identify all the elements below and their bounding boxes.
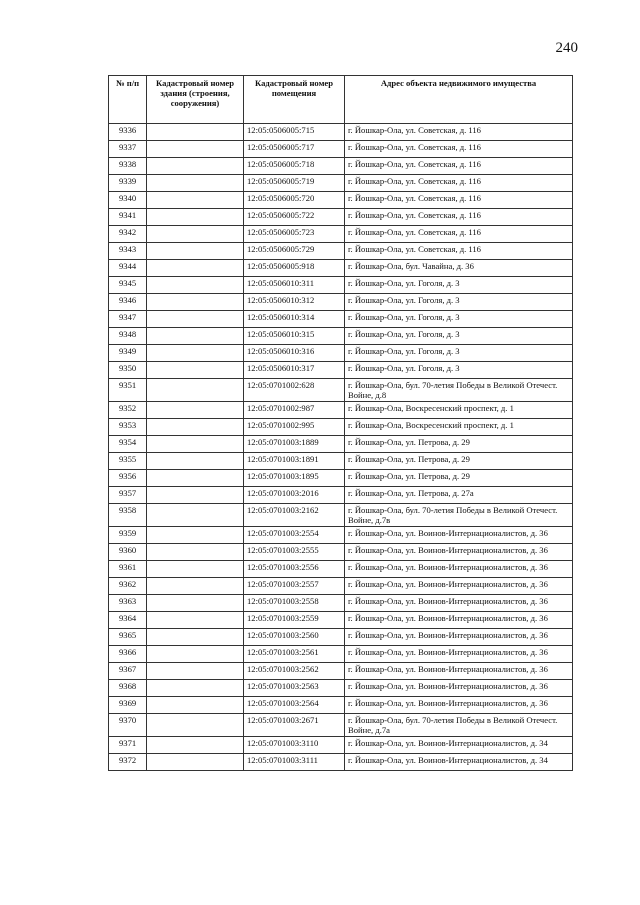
building-cadastral-cell [147,544,244,561]
building-cadastral-cell [147,277,244,294]
room-cadastral-cell: 12:05:0701003:3111 [244,754,345,771]
table-row [109,544,573,561]
building-cadastral-cell [147,561,244,578]
header-address: Адрес объекта недвижимого имущества [345,76,573,124]
row-num-cell: 9372 [109,754,147,771]
building-cadastral-cell [147,697,244,714]
building-cadastral-cell [147,141,244,158]
room-cadastral-cell: 12:05:0701003:1891 [244,453,345,470]
row-num-cell: 9342 [109,226,147,243]
header-room-cadastral: Кадастровый номер помещения [244,76,345,124]
table-row [109,243,573,260]
address-cell: г. Йошкар-Ола, ул. Советская, д. 116 [345,158,573,175]
table-row [109,436,573,453]
building-cadastral-cell [147,402,244,419]
address-cell: г. Йошкар-Ола, ул. Воинов-Интернационалистов, д. 36 [345,612,573,629]
table-row [109,260,573,277]
row-num-cell: 9350 [109,362,147,379]
table-row [109,141,573,158]
building-cadastral-cell [147,328,244,345]
address-cell: г. Йошкар-Ола, ул. Петрова, д. 29 [345,453,573,470]
row-num-cell: 9352 [109,402,147,419]
address-cell: г. Йошкар-Ола, ул. Гоголя, д. 3 [345,294,573,311]
room-cadastral-cell: 12:05:0701003:2561 [244,646,345,663]
row-num-cell: 9337 [109,141,147,158]
address-cell: г. Йошкар-Ола, ул. Воинов-Интернационалистов, д. 36 [345,544,573,561]
row-num-cell: 9339 [109,175,147,192]
row-num-cell: 9353 [109,419,147,436]
building-cadastral-cell [147,260,244,277]
building-cadastral-cell [147,487,244,504]
address-cell: г. Йошкар-Ола, бул. 70-летия Победы в Великой Отечест. Войне, д.7а [345,714,573,737]
building-cadastral-cell [147,124,244,141]
address-cell: г. Йошкар-Ола, Воскресенский проспект, д. 1 [345,402,573,419]
room-cadastral-cell: 12:05:0701003:2556 [244,561,345,578]
building-cadastral-cell [147,311,244,328]
address-cell: г. Йошкар-Ола, ул. Воинов-Интернационалистов, д. 34 [345,754,573,771]
building-cadastral-cell [147,294,244,311]
address-cell: г. Йошкар-Ола, ул. Петрова, д. 29 [345,470,573,487]
page-number: 240 [555,40,578,56]
room-cadastral-cell: 12:05:0506005:719 [244,175,345,192]
table-row [109,362,573,379]
address-cell: г. Йошкар-Ола, ул. Советская, д. 116 [345,243,573,260]
room-cadastral-cell: 12:05:0506010:312 [244,294,345,311]
table-row [109,504,573,527]
address-cell: г. Йошкар-Ола, бул. 70-летия Победы в Великой Отечест. Войне, д.7в [345,504,573,527]
table-row [109,487,573,504]
address-cell: г. Йошкар-Ола, ул. Воинов-Интернационалистов, д. 36 [345,629,573,646]
table-row [109,311,573,328]
table-row [109,328,573,345]
table-row [109,470,573,487]
row-num-cell: 9338 [109,158,147,175]
row-num-cell: 9356 [109,470,147,487]
row-num-cell: 9357 [109,487,147,504]
room-cadastral-cell: 12:05:0701003:2560 [244,629,345,646]
table-header [109,76,573,124]
building-cadastral-cell [147,714,244,737]
row-num-cell: 9336 [109,124,147,141]
table-row [109,158,573,175]
row-num-cell: 9341 [109,209,147,226]
room-cadastral-cell: 12:05:0506010:317 [244,362,345,379]
table-row [109,680,573,697]
building-cadastral-cell [147,470,244,487]
row-num-cell: 9346 [109,294,147,311]
table-row [109,714,573,737]
building-cadastral-cell [147,646,244,663]
address-cell: г. Йошкар-Ола, ул. Воинов-Интернационалистов, д. 34 [345,737,573,754]
room-cadastral-cell: 12:05:0701002:628 [244,379,345,402]
row-num-cell: 9340 [109,192,147,209]
room-cadastral-cell: 12:05:0506005:729 [244,243,345,260]
building-cadastral-cell [147,192,244,209]
table-row [109,226,573,243]
room-cadastral-cell: 12:05:0506005:717 [244,141,345,158]
table-row [109,612,573,629]
room-cadastral-cell: 12:05:0701003:2558 [244,595,345,612]
address-cell: г. Йошкар-Ола, бул. 70-летия Победы в Великой Отечест. Войне, д.8 [345,379,573,402]
property-registry-table [108,75,573,771]
room-cadastral-cell: 12:05:0701003:2671 [244,714,345,737]
building-cadastral-cell [147,379,244,402]
header-row [109,76,573,124]
address-cell: г. Йошкар-Ола, ул. Советская, д. 116 [345,209,573,226]
room-cadastral-cell: 12:05:0506005:715 [244,124,345,141]
header-num: № п/п [109,76,147,124]
building-cadastral-cell [147,345,244,362]
row-num-cell: 9371 [109,737,147,754]
table-row [109,175,573,192]
room-cadastral-cell: 12:05:0701002:995 [244,419,345,436]
row-num-cell: 9365 [109,629,147,646]
address-cell: г. Йошкар-Ола, ул. Воинов-Интернационалистов, д. 36 [345,680,573,697]
room-cadastral-cell: 12:05:0506010:316 [244,345,345,362]
address-cell: г. Йошкар-Ола, ул. Воинов-Интернационалистов, д. 36 [345,578,573,595]
row-num-cell: 9370 [109,714,147,737]
room-cadastral-cell: 12:05:0506010:311 [244,277,345,294]
row-num-cell: 9361 [109,561,147,578]
building-cadastral-cell [147,243,244,260]
address-cell: г. Йошкар-Ола, ул. Советская, д. 116 [345,124,573,141]
table-row [109,561,573,578]
address-cell: г. Йошкар-Ола, ул. Воинов-Интернационалистов, д. 36 [345,646,573,663]
building-cadastral-cell [147,612,244,629]
building-cadastral-cell [147,419,244,436]
row-num-cell: 9369 [109,697,147,714]
row-num-cell: 9358 [109,504,147,527]
room-cadastral-cell: 12:05:0701003:2555 [244,544,345,561]
address-cell: г. Йошкар-Ола, ул. Гоголя, д. 3 [345,345,573,362]
address-cell: г. Йошкар-Ола, ул. Петрова, д. 27а [345,487,573,504]
table-row [109,595,573,612]
row-num-cell: 9363 [109,595,147,612]
row-num-cell: 9355 [109,453,147,470]
building-cadastral-cell [147,578,244,595]
room-cadastral-cell: 12:05:0701003:1895 [244,470,345,487]
table-row [109,578,573,595]
table-row [109,646,573,663]
building-cadastral-cell [147,453,244,470]
row-num-cell: 9347 [109,311,147,328]
table-row [109,663,573,680]
building-cadastral-cell [147,629,244,646]
address-cell: г. Йошкар-Ола, ул. Гоголя, д. 3 [345,277,573,294]
room-cadastral-cell: 12:05:0506005:722 [244,209,345,226]
address-cell: г. Йошкар-Ола, ул. Воинов-Интернационалистов, д. 36 [345,595,573,612]
room-cadastral-cell: 12:05:0701003:3110 [244,737,345,754]
room-cadastral-cell: 12:05:0506005:718 [244,158,345,175]
building-cadastral-cell [147,362,244,379]
building-cadastral-cell [147,663,244,680]
room-cadastral-cell: 12:05:0701003:1889 [244,436,345,453]
address-cell: г. Йошкар-Ола, ул. Советская, д. 116 [345,226,573,243]
address-cell: г. Йошкар-Ола, ул. Советская, д. 116 [345,141,573,158]
row-num-cell: 9349 [109,345,147,362]
table-row [109,754,573,771]
room-cadastral-cell: 12:05:0701002:987 [244,402,345,419]
header-building-cadastral: Кадастровый номер здания (строения, сооружения) [147,76,244,124]
building-cadastral-cell [147,209,244,226]
address-cell: г. Йошкар-Ола, ул. Гоголя, д. 3 [345,362,573,379]
address-cell: г. Йошкар-Ола, ул. Советская, д. 116 [345,175,573,192]
address-cell: г. Йошкар-Ола, ул. Петрова, д. 29 [345,436,573,453]
row-num-cell: 9344 [109,260,147,277]
address-cell: г. Йошкар-Ола, бул. Чавайна, д. 36 [345,260,573,277]
address-cell: г. Йошкар-Ола, ул. Воинов-Интернационалистов, д. 36 [345,527,573,544]
table-row [109,402,573,419]
row-num-cell: 9362 [109,578,147,595]
room-cadastral-cell: 12:05:0701003:2564 [244,697,345,714]
row-num-cell: 9348 [109,328,147,345]
row-num-cell: 9360 [109,544,147,561]
table-row [109,192,573,209]
address-cell: г. Йошкар-Ола, ул. Советская, д. 116 [345,192,573,209]
table-row [109,124,573,141]
table-row [109,277,573,294]
building-cadastral-cell [147,158,244,175]
table-row [109,345,573,362]
address-cell: г. Йошкар-Ола, ул. Воинов-Интернационалистов, д. 36 [345,663,573,680]
building-cadastral-cell [147,226,244,243]
row-num-cell: 9366 [109,646,147,663]
table-row [109,294,573,311]
building-cadastral-cell [147,175,244,192]
row-num-cell: 9367 [109,663,147,680]
row-num-cell: 9343 [109,243,147,260]
table-row [109,737,573,754]
address-cell: г. Йошкар-Ола, ул. Воинов-Интернационалистов, д. 36 [345,697,573,714]
row-num-cell: 9368 [109,680,147,697]
table-row [109,697,573,714]
building-cadastral-cell [147,737,244,754]
room-cadastral-cell: 12:05:0701003:2557 [244,578,345,595]
room-cadastral-cell: 12:05:0506005:723 [244,226,345,243]
room-cadastral-cell: 12:05:0506005:720 [244,192,345,209]
room-cadastral-cell: 12:05:0701003:2162 [244,504,345,527]
building-cadastral-cell [147,436,244,453]
room-cadastral-cell: 12:05:0701003:2559 [244,612,345,629]
table-row [109,419,573,436]
building-cadastral-cell [147,680,244,697]
table-row [109,379,573,402]
row-num-cell: 9351 [109,379,147,402]
room-cadastral-cell: 12:05:0701003:2562 [244,663,345,680]
table-row [109,629,573,646]
table-row [109,527,573,544]
address-cell: г. Йошкар-Ола, ул. Воинов-Интернационалистов, д. 36 [345,561,573,578]
table-row [109,453,573,470]
building-cadastral-cell [147,504,244,527]
address-cell: г. Йошкар-Ола, Воскресенский проспект, д. 1 [345,419,573,436]
row-num-cell: 9359 [109,527,147,544]
address-cell: г. Йошкар-Ола, ул. Гоголя, д. 3 [345,328,573,345]
building-cadastral-cell [147,595,244,612]
table-row [109,209,573,226]
building-cadastral-cell [147,754,244,771]
row-num-cell: 9364 [109,612,147,629]
row-num-cell: 9354 [109,436,147,453]
room-cadastral-cell: 12:05:0506005:918 [244,260,345,277]
room-cadastral-cell: 12:05:0506010:314 [244,311,345,328]
address-cell: г. Йошкар-Ола, ул. Гоголя, д. 3 [345,311,573,328]
room-cadastral-cell: 12:05:0701003:2563 [244,680,345,697]
room-cadastral-cell: 12:05:0701003:2554 [244,527,345,544]
room-cadastral-cell: 12:05:0701003:2016 [244,487,345,504]
room-cadastral-cell: 12:05:0506010:315 [244,328,345,345]
table-body [109,124,573,771]
building-cadastral-cell [147,527,244,544]
row-num-cell: 9345 [109,277,147,294]
